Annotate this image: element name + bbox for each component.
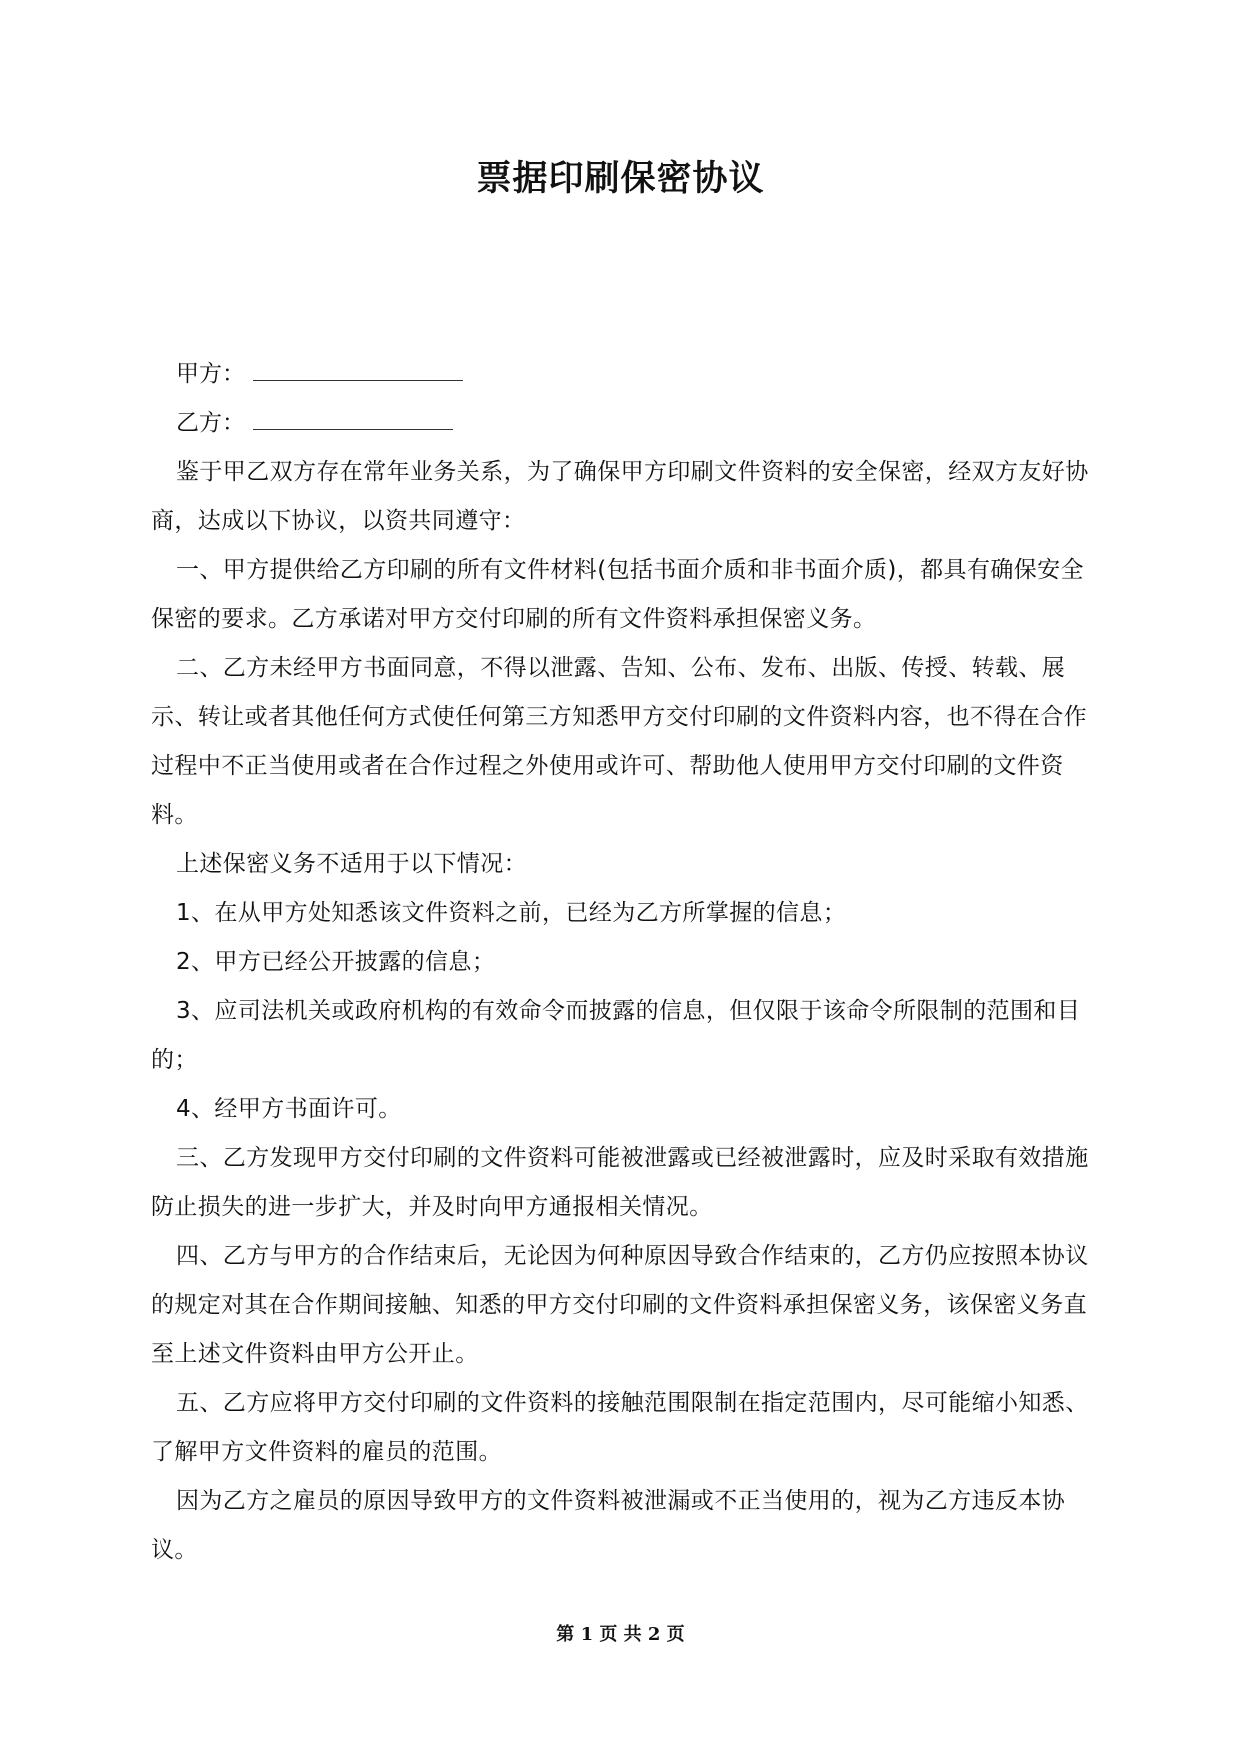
paragraph-exception-4: 4、经甲方书面许可。: [176, 1096, 402, 1122]
party-b-blank: [253, 409, 453, 430]
paragraph-clause-5-note: 因为乙方之雇员的原因导致甲方的文件资料被泄漏或不正当使用的，视为乙方违反本协议。: [151, 1488, 1066, 1563]
party-b-line: [151, 399, 1093, 448]
paragraph-clause-3: 三、乙方发现甲方交付印刷的文件资料可能被泄露或已经被泄露时，应及时采取有效措施防止损失的进一步扩大，并及时向甲方通报相关情况。: [151, 1145, 1089, 1220]
paragraph-clause-5: 五、乙方应将甲方交付印刷的文件资料的接触范围限制在指定范围内，尽可能缩小知悉、了解甲方文件资料的雇员的范围。: [151, 1390, 1089, 1465]
party-a-line: [151, 350, 1093, 399]
document-title: 票据印刷保密协议: [476, 159, 765, 199]
party-b-label: 乙方：: [176, 410, 245, 436]
paragraph-exception-2: 2、甲方已经公开披露的信息；: [176, 949, 496, 975]
paragraph-clause-1: 一、甲方提供给乙方印刷的所有文件材料(包括书面介质和非书面介质)，都具有确保安全保密的要求。乙方承诺对甲方交付印刷的所有文件资料承担保密义务。: [151, 557, 1084, 632]
party-a-label: 甲方：: [176, 361, 245, 387]
document-body: [151, 350, 1093, 1575]
paragraph-clause-2: 二、乙方未经甲方书面同意，不得以泄露、告知、公布、发布、出版、传授、转载、展示、转让或者其他任何方式使任何第三方知悉甲方交付印刷的文件资料内容，也不得在合作过程中不正当使用或者在合作过程之外使用或许可、帮助他人使用甲方交付印刷的文件资料。: [151, 655, 1087, 828]
paragraph-clause-4: 四、乙方与甲方的合作结束后，无论因为何种原因导致合作结束的，乙方仍应按照本协议的规定对其在合作期间接触、知悉的甲方交付印刷的文件资料承担保密义务，该保密义务直至上述文件资料由甲方公开止。: [151, 1243, 1089, 1367]
paragraph-preamble: 鉴于甲乙双方存在常年业务关系，为了确保甲方印刷文件资料的安全保密，经双方友好协商，达成以下协议，以资共同遵守：: [151, 459, 1089, 534]
paragraph-exceptions-intro: 上述保密义务不适用于以下情况：: [176, 851, 527, 877]
paragraph-exception-3: 3、应司法机关或政府机构的有效命令而披露的信息，但仅限于该命令所限制的范围和目的；: [151, 998, 1081, 1073]
paragraph-exception-1: 1、在从甲方处知悉该文件资料之前，已经为乙方所掌握的信息；: [176, 900, 847, 926]
page-number-footer: 第 1 页 共 2 页: [556, 1624, 685, 1645]
party-a-blank: [253, 360, 463, 381]
